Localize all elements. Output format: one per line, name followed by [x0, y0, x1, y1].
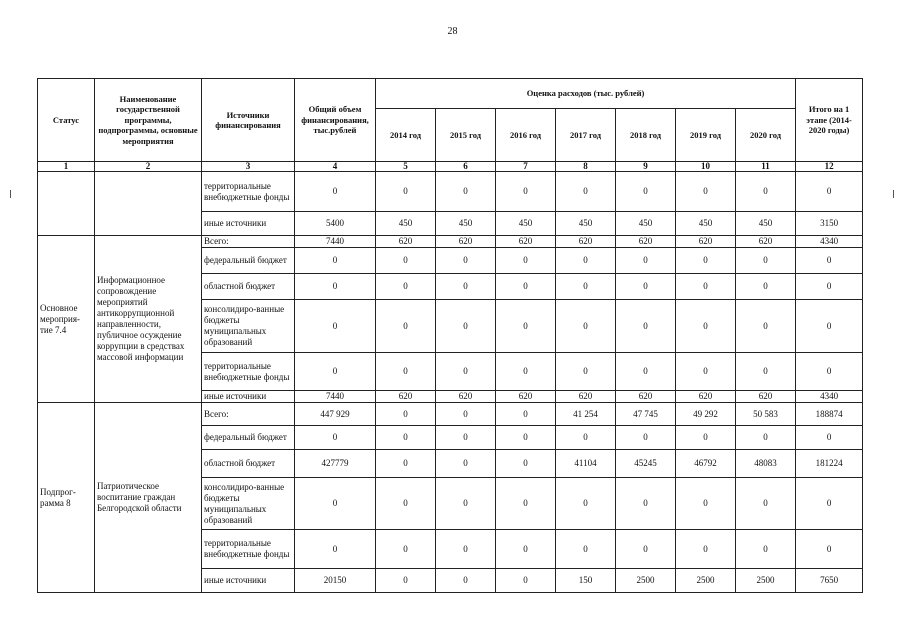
year-cell: 450 — [496, 212, 556, 236]
total-cell: 0 — [295, 172, 376, 212]
name-cell: Информационное сопровождение мероприятий антикоррупционной направленности, публичное осуждение коррупции в средствах массовой информации — [95, 236, 202, 403]
year-cell: 0 — [676, 426, 736, 450]
total-cell: 0 — [295, 426, 376, 450]
total-cell: 0 — [295, 353, 376, 391]
year-cell: 0 — [496, 274, 556, 300]
year-cell: 620 — [556, 236, 616, 248]
source-cell: консолидиро-ванные бюджеты муниципальных образований — [202, 300, 295, 353]
sum-cell: 4340 — [796, 391, 863, 403]
sum-cell: 188874 — [796, 403, 863, 426]
source-cell: федеральный бюджет — [202, 426, 295, 450]
year-cell: 0 — [616, 248, 676, 274]
year-cell: 47 745 — [616, 403, 676, 426]
year-cell: 620 — [436, 391, 496, 403]
year-cell: 0 — [616, 426, 676, 450]
header-year: 2015 год — [436, 109, 496, 162]
name-cell-empty — [95, 172, 202, 236]
total-cell: 0 — [295, 478, 376, 530]
year-cell: 0 — [736, 300, 796, 353]
year-cell: 0 — [436, 450, 496, 478]
status-cell: Основное мероприя-тие 7.4 — [38, 236, 95, 403]
year-cell: 620 — [496, 236, 556, 248]
year-cell: 0 — [676, 353, 736, 391]
sum-cell: 0 — [796, 426, 863, 450]
sum-cell: 0 — [796, 248, 863, 274]
year-cell: 0 — [376, 172, 436, 212]
year-cell: 450 — [556, 212, 616, 236]
name-cell: Патриотическое воспитание граждан Белгородской области — [95, 403, 202, 593]
total-cell: 20150 — [295, 569, 376, 593]
year-cell: 450 — [616, 212, 676, 236]
year-cell: 0 — [736, 172, 796, 212]
year-cell: 0 — [496, 403, 556, 426]
year-cell: 450 — [376, 212, 436, 236]
year-cell: 0 — [496, 248, 556, 274]
source-cell: территориальные внебюджетные фонды — [202, 353, 295, 391]
year-cell: 620 — [376, 236, 436, 248]
header-costs: Оценка расходов (тыс. рублей) — [376, 79, 796, 109]
header-sources: Источники финансирования — [202, 79, 295, 162]
year-cell: 0 — [556, 478, 616, 530]
source-cell: Всего: — [202, 403, 295, 426]
year-cell: 0 — [496, 478, 556, 530]
sum-cell: 0 — [796, 172, 863, 212]
year-cell: 620 — [616, 391, 676, 403]
year-cell: 0 — [736, 248, 796, 274]
sum-cell: 0 — [796, 300, 863, 353]
year-cell: 0 — [496, 172, 556, 212]
total-cell: 0 — [295, 300, 376, 353]
column-index: 5 — [376, 162, 436, 172]
year-cell: 0 — [376, 450, 436, 478]
year-cell: 48083 — [736, 450, 796, 478]
sum-cell: 7650 — [796, 569, 863, 593]
year-cell: 620 — [376, 391, 436, 403]
year-cell: 41 254 — [556, 403, 616, 426]
year-cell: 0 — [556, 300, 616, 353]
year-cell: 450 — [676, 212, 736, 236]
header-year: 2019 год — [676, 109, 736, 162]
year-cell: 0 — [676, 530, 736, 569]
year-cell: 0 — [496, 353, 556, 391]
source-cell: иные источники — [202, 391, 295, 403]
year-cell: 0 — [496, 300, 556, 353]
table-row — [38, 403, 863, 426]
year-cell: 620 — [676, 236, 736, 248]
year-cell: 0 — [436, 274, 496, 300]
year-cell: 0 — [616, 172, 676, 212]
year-cell: 0 — [436, 403, 496, 426]
margin-mark-left — [10, 190, 11, 198]
sum-cell: 0 — [796, 530, 863, 569]
total-cell: 7440 — [295, 391, 376, 403]
year-cell: 50 583 — [736, 403, 796, 426]
total-cell: 0 — [295, 248, 376, 274]
year-cell: 49 292 — [676, 403, 736, 426]
year-cell: 0 — [376, 248, 436, 274]
year-cell: 0 — [556, 530, 616, 569]
column-index: 10 — [676, 162, 736, 172]
year-cell: 41104 — [556, 450, 616, 478]
year-cell: 0 — [436, 569, 496, 593]
year-cell: 0 — [736, 426, 796, 450]
column-index: 7 — [496, 162, 556, 172]
year-cell: 0 — [496, 569, 556, 593]
status-cell-empty — [38, 172, 95, 236]
table-row — [38, 236, 863, 248]
year-cell: 0 — [736, 478, 796, 530]
year-cell: 2500 — [676, 569, 736, 593]
sum-cell: 0 — [796, 274, 863, 300]
year-cell: 0 — [436, 426, 496, 450]
year-cell: 0 — [436, 353, 496, 391]
total-cell: 7440 — [295, 236, 376, 248]
column-index: 4 — [295, 162, 376, 172]
year-cell: 620 — [496, 391, 556, 403]
year-cell: 0 — [376, 569, 436, 593]
year-cell: 0 — [496, 426, 556, 450]
year-cell: 0 — [436, 478, 496, 530]
year-cell: 0 — [376, 530, 436, 569]
source-cell: территориальные внебюджетные фонды — [202, 530, 295, 569]
header-year: 2014 год — [376, 109, 436, 162]
year-cell: 45245 — [616, 450, 676, 478]
year-cell: 620 — [556, 391, 616, 403]
source-cell: Всего: — [202, 236, 295, 248]
year-cell: 0 — [676, 274, 736, 300]
header-year: 2018 год — [616, 109, 676, 162]
year-cell: 0 — [676, 478, 736, 530]
year-cell: 0 — [736, 530, 796, 569]
year-cell: 0 — [376, 274, 436, 300]
header-year: 2017 год — [556, 109, 616, 162]
source-cell: иные источники — [202, 569, 295, 593]
year-cell: 0 — [676, 172, 736, 212]
year-cell: 0 — [556, 172, 616, 212]
year-cell: 0 — [616, 353, 676, 391]
year-cell: 0 — [556, 353, 616, 391]
year-cell: 0 — [676, 248, 736, 274]
year-cell: 0 — [436, 248, 496, 274]
year-cell: 2500 — [736, 569, 796, 593]
year-cell: 0 — [436, 300, 496, 353]
year-cell: 620 — [616, 236, 676, 248]
year-cell: 0 — [556, 248, 616, 274]
year-cell: 0 — [436, 530, 496, 569]
year-cell: 0 — [556, 426, 616, 450]
year-cell: 450 — [436, 212, 496, 236]
source-cell: федеральный бюджет — [202, 248, 295, 274]
header-itogo: Итого на 1 этапе (2014-2020 годы) — [796, 79, 863, 162]
year-cell: 0 — [736, 274, 796, 300]
column-index: 3 — [202, 162, 295, 172]
sum-cell: 3150 — [796, 212, 863, 236]
source-cell: иные источники — [202, 212, 295, 236]
financing-table — [37, 78, 863, 593]
column-index: 12 — [796, 162, 863, 172]
column-index: 8 — [556, 162, 616, 172]
total-cell: 0 — [295, 274, 376, 300]
header-name: Наименование государственной программы, подпрограммы, основные мероприятия — [95, 79, 202, 162]
header-year: 2016 год — [496, 109, 556, 162]
year-cell: 0 — [376, 403, 436, 426]
year-cell: 2500 — [616, 569, 676, 593]
year-cell: 46792 — [676, 450, 736, 478]
column-index: 9 — [616, 162, 676, 172]
header-total: Общий объем финансирования, тыс.рублей — [295, 79, 376, 162]
header-status: Статус — [38, 79, 95, 162]
year-cell: 0 — [376, 300, 436, 353]
total-cell: 5400 — [295, 212, 376, 236]
year-cell: 150 — [556, 569, 616, 593]
total-cell: 447 929 — [295, 403, 376, 426]
column-index: 6 — [436, 162, 496, 172]
year-cell: 450 — [736, 212, 796, 236]
year-cell: 0 — [496, 530, 556, 569]
year-cell: 0 — [616, 274, 676, 300]
year-cell: 620 — [436, 236, 496, 248]
year-cell: 0 — [736, 353, 796, 391]
sum-cell: 0 — [796, 478, 863, 530]
total-cell: 427779 — [295, 450, 376, 478]
year-cell: 0 — [616, 300, 676, 353]
year-cell: 0 — [556, 274, 616, 300]
column-index: 1 — [38, 162, 95, 172]
table-row — [38, 172, 863, 212]
year-cell: 0 — [436, 172, 496, 212]
year-cell: 620 — [736, 391, 796, 403]
total-cell: 0 — [295, 530, 376, 569]
column-index: 2 — [95, 162, 202, 172]
year-cell: 620 — [736, 236, 796, 248]
sum-cell: 4340 — [796, 236, 863, 248]
sum-cell: 0 — [796, 353, 863, 391]
source-cell: областной бюджет — [202, 450, 295, 478]
column-index: 11 — [736, 162, 796, 172]
year-cell: 620 — [676, 391, 736, 403]
source-cell: территориальные внебюджетные фонды — [202, 172, 295, 212]
year-cell: 0 — [676, 300, 736, 353]
year-cell: 0 — [376, 353, 436, 391]
year-cell: 0 — [616, 530, 676, 569]
year-cell: 0 — [376, 478, 436, 530]
status-cell: Подпрог-рамма 8 — [38, 403, 95, 593]
source-cell: областной бюджет — [202, 274, 295, 300]
sum-cell: 181224 — [796, 450, 863, 478]
year-cell: 0 — [616, 478, 676, 530]
margin-mark-right — [893, 190, 894, 198]
page-number: 28 — [447, 26, 458, 37]
year-cell: 0 — [496, 450, 556, 478]
header-year: 2020 год — [736, 109, 796, 162]
year-cell: 0 — [376, 426, 436, 450]
source-cell: консолидиро-ванные бюджеты муниципальных образований — [202, 478, 295, 530]
